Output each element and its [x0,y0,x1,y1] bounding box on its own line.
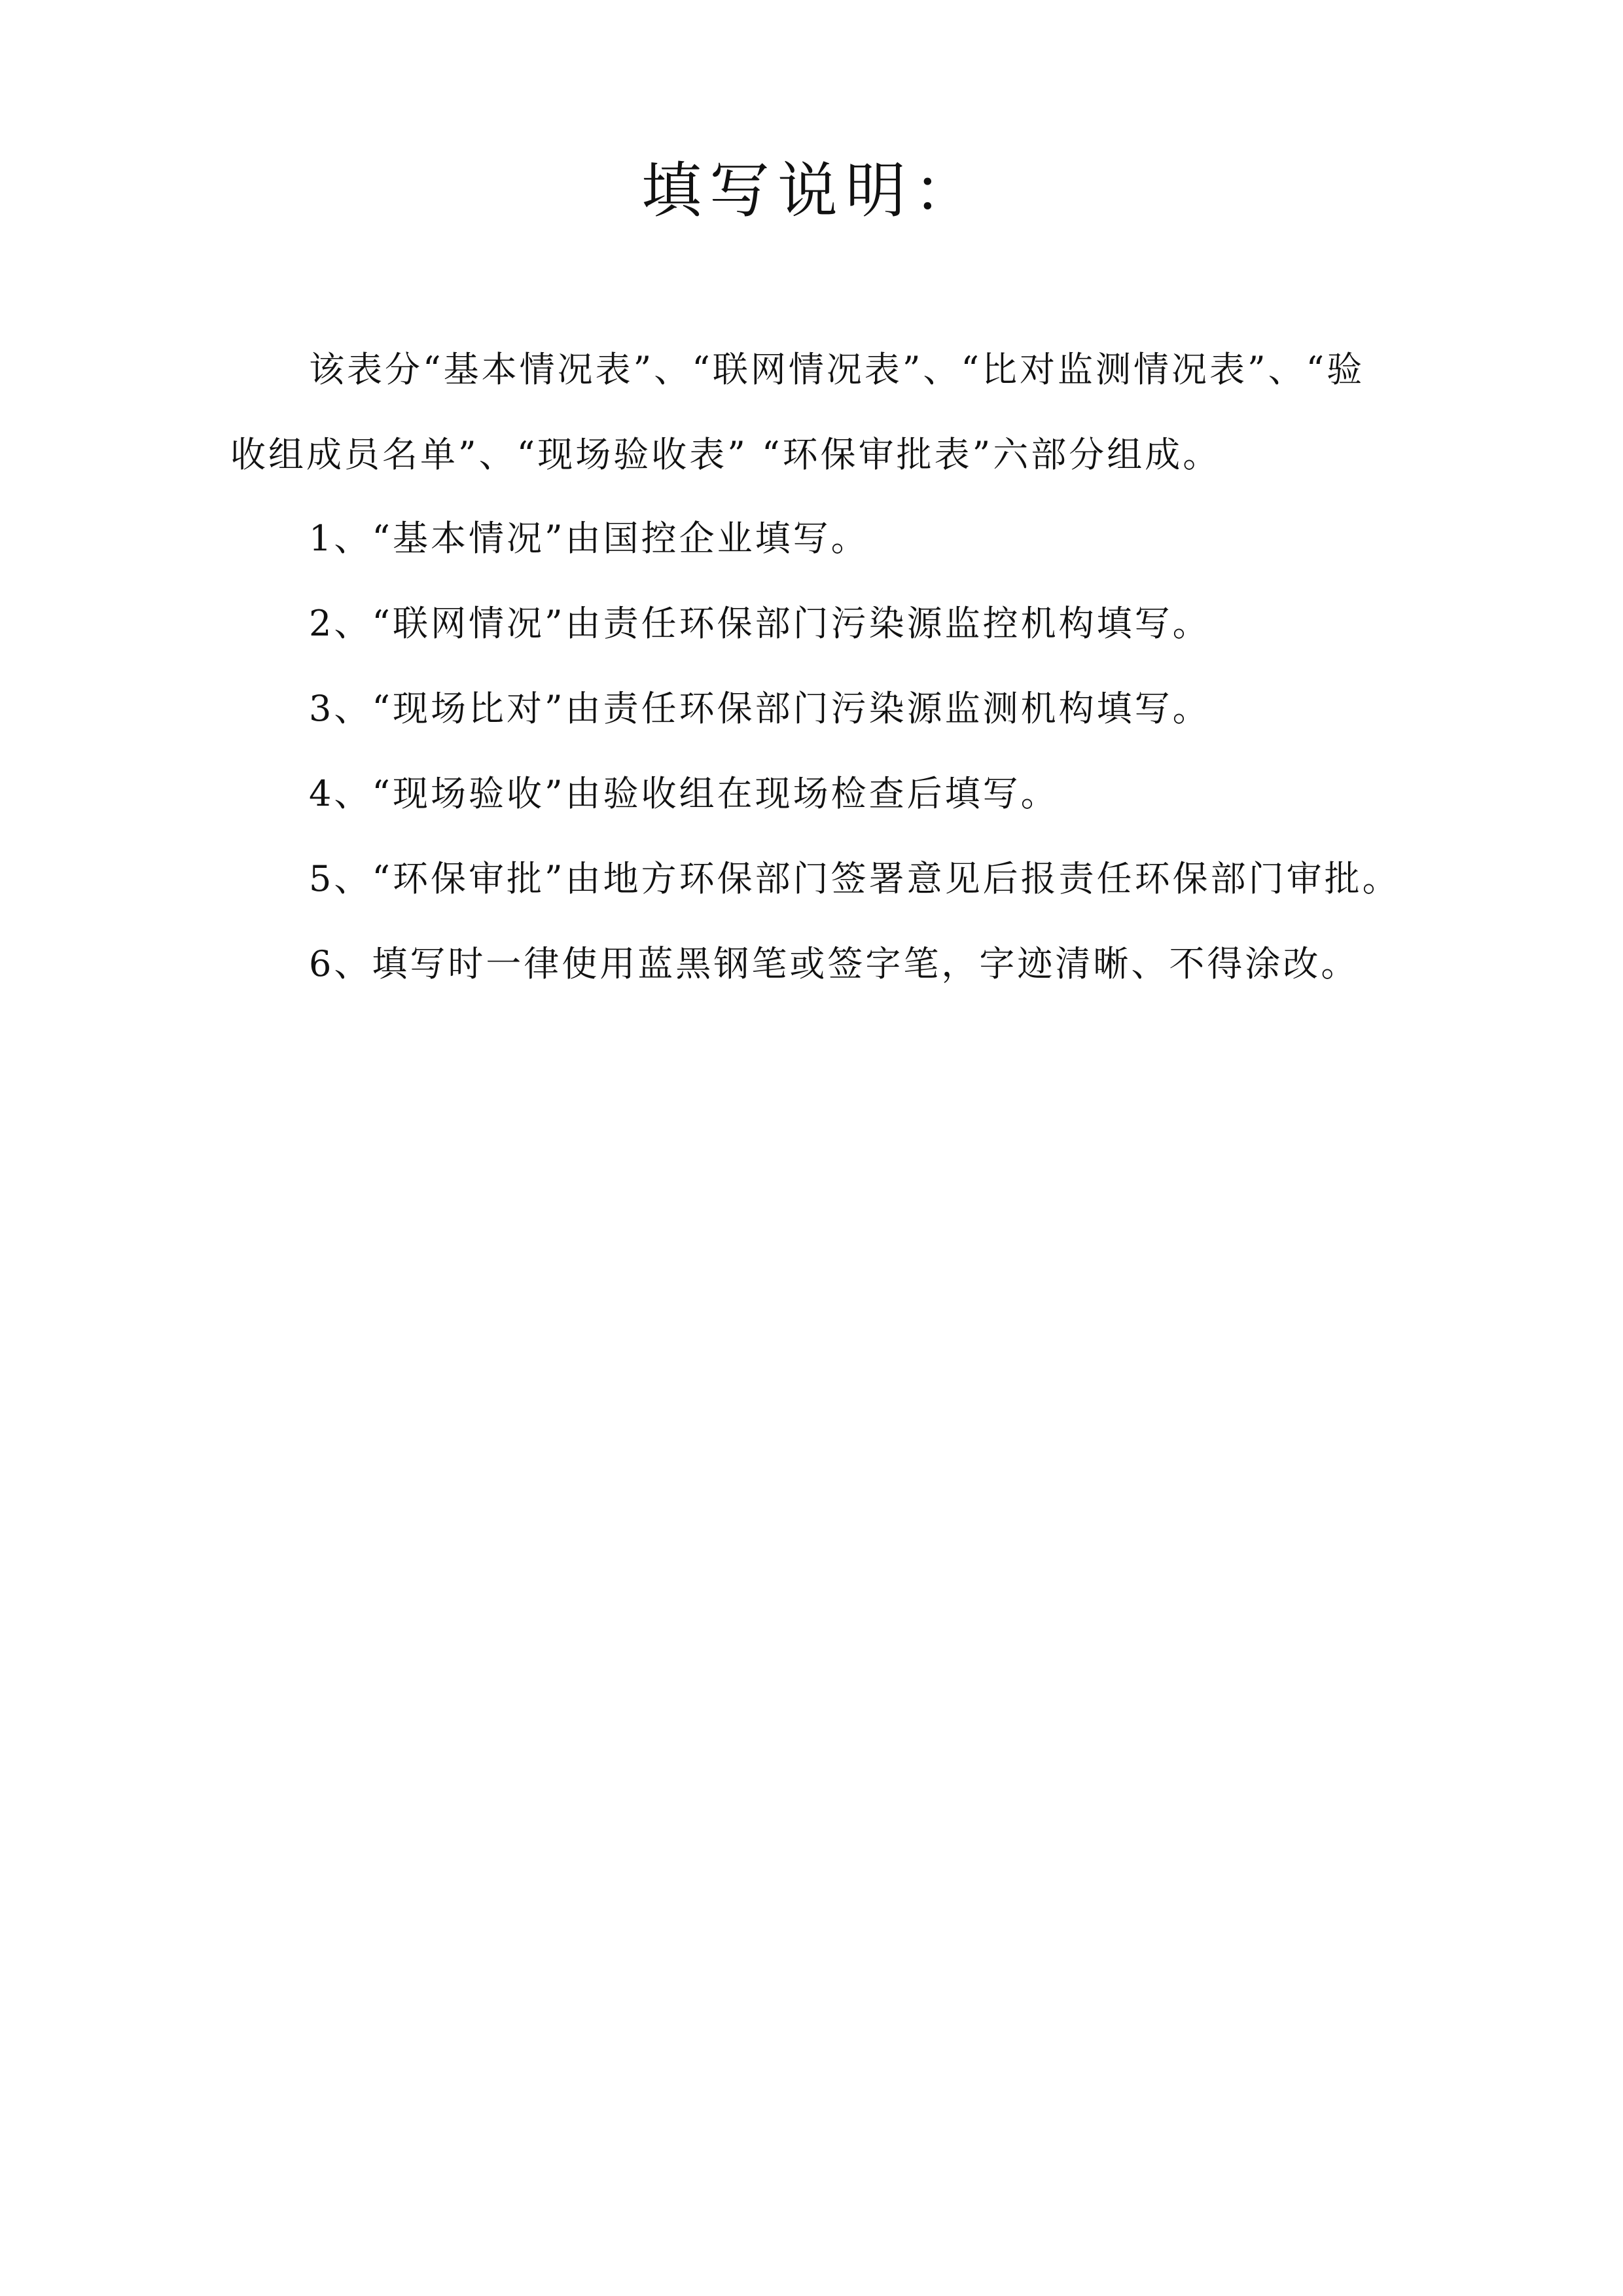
instruction-item-6: 6、填写时一律使用蓝黑钢笔或签字笔，字迹清晰、不得涂改。 [309,943,1359,984]
intro-paragraph: 该表分“基本情况表”、“联网情况表”、“比对监测情况表”、“验收组成员名单”、“现场验收表” “环保审批表”六部分组成。 [230,349,1365,475]
instruction-item-5: 5、“环保审批”由地方环保部门签署意见后报责任环保部门审批。 [309,858,1400,899]
instruction-item-1: 1、“基本情况”由国控企业填写。 [309,518,869,559]
instruction-item-3: 3、“现场比对”由责任环保部门污染源监测机构填写。 [309,688,1211,729]
instruction-list [230,496,1402,1007]
page-title: 填写说明： [641,156,982,226]
instruction-item-2: 2、“联网情况”由责任环保部门污染源监控机构填写。 [309,603,1211,644]
instruction-item-4: 4、“现场验收”由验收组在现场检查后填写。 [309,773,1059,814]
